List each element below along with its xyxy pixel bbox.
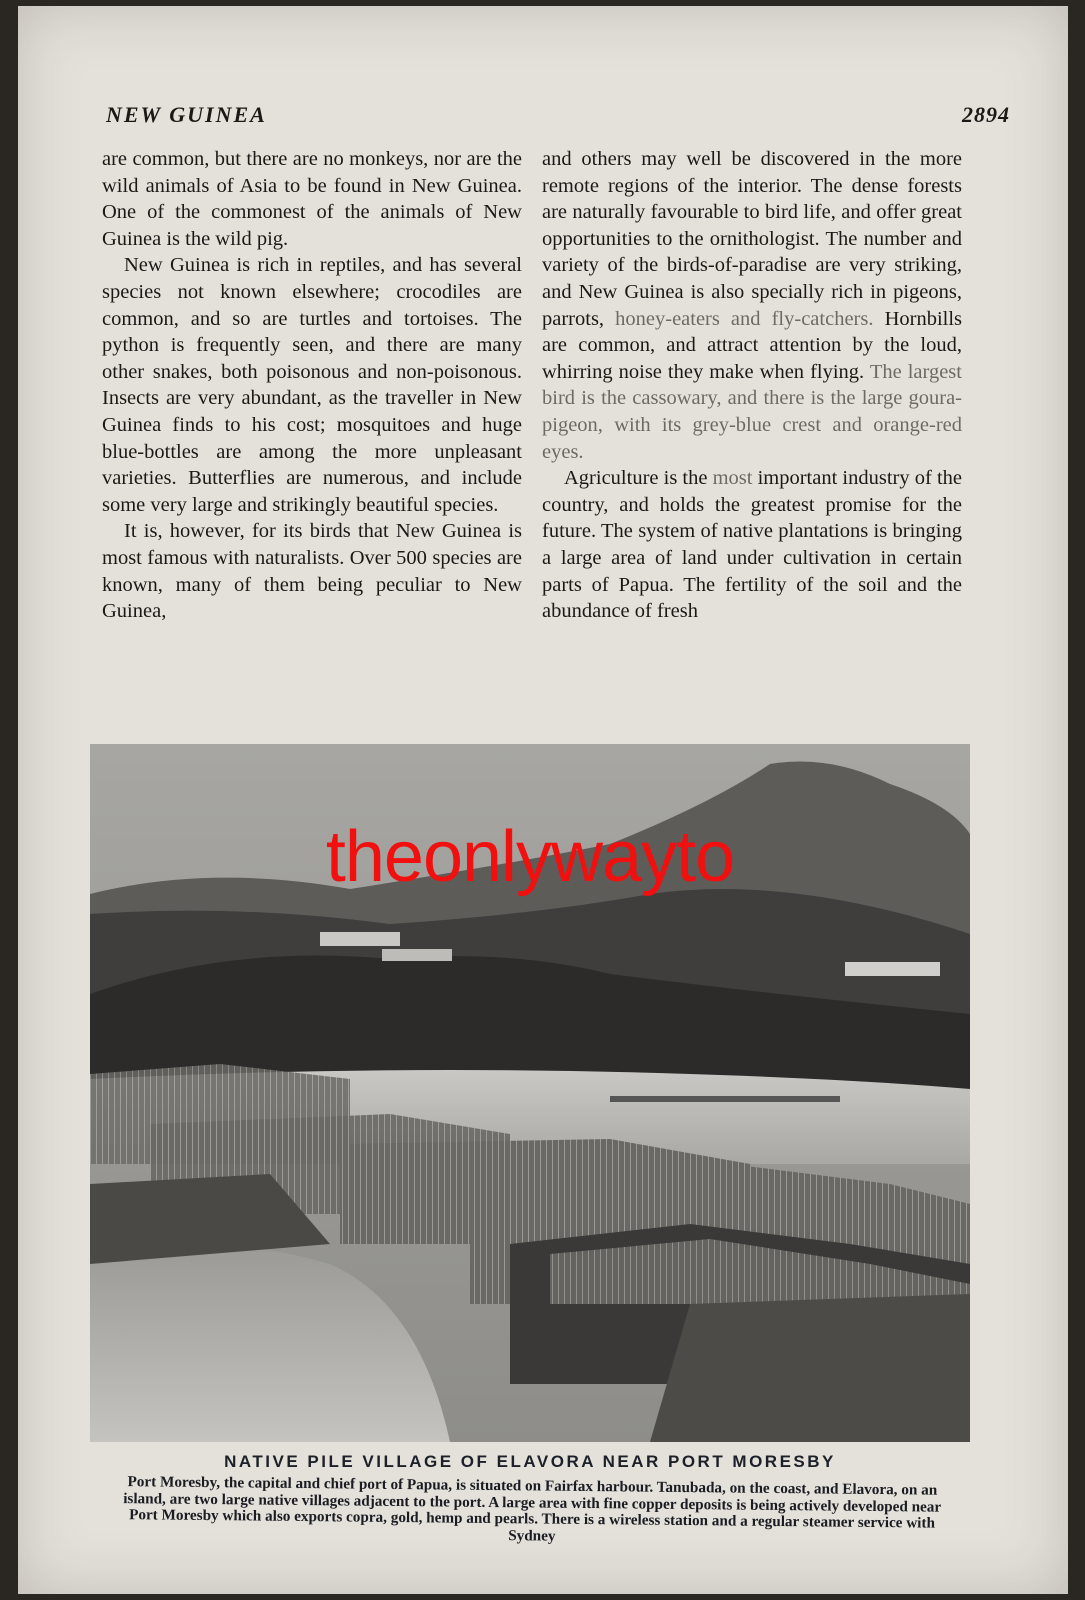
right-paragraph-1 bbox=[542, 146, 962, 465]
right-paragraph-2-part-b: most bbox=[712, 467, 753, 490]
right-paragraph-2 bbox=[542, 465, 962, 625]
right-paragraph-1-part-d: The largest bird is the cassowary, and there is the large goura-pigeon, with its grey-blue crest and orange-red eyes. bbox=[542, 360, 962, 463]
left-paragraph-1: are common, but there are no monkeys, nor are the wild animals of Asia to be found in New Guinea. One of the commonest of the animals of New Guinea is the wild pig. bbox=[102, 148, 522, 250]
left-text-column bbox=[102, 146, 522, 625]
page-number: 2894 bbox=[962, 102, 1010, 127]
caption-text: Port Moresby, the capital and chief port of Papua, is situated on Fairfax harbour. Tanubada, on the coast, and Elavora, on an island, are two large native villages adjacent to the port. A large area with fine copper deposits is being actively developed near Port Moresby which also exports copra, gold, hemp and pearls. There is a wireless station and a regular steamer service with Sydney bbox=[123, 1473, 942, 1545]
jetty bbox=[610, 1096, 840, 1102]
right-paragraph-1-part-a: and others may well be discovered in the more remote regions of the interior. The dense forests are naturally favourable to bird life, and offer great opportunities to the ornithologist. The number and variety of the birds-of-paradise are very striking, and New Guinea is also specially rich in pigeons, parrots, bbox=[542, 148, 962, 330]
left-paragraph-3: It is, however, for its birds that New Guinea is most famous with naturalists. Over 500 species are known, many of them being peculiar to New Guinea, bbox=[102, 520, 522, 623]
watermark-text: theonlywayto bbox=[325, 817, 735, 897]
distant-building bbox=[845, 962, 940, 976]
left-paragraph-2: New Guinea is rich in reptiles, and has several species not known elsewhere; crocodiles are common, and so are turtles and tortoises. The python is frequently seen, and there are many other snakes, both poisonous and non-poisonous. Insects are very abundant, as the traveller in New Guinea finds to his cost; mosquitoes and huge blue-bottles are among the more unpleasant varieties. Butterflies are numerous, and include some very large and strikingly beautiful species. bbox=[102, 254, 522, 516]
village-photograph bbox=[90, 744, 970, 1442]
hilltop-building bbox=[320, 932, 400, 946]
right-paragraph-2-part-c: important industry of the country, and holds the greatest promise for the future. The system of native plantations is bringing a large area of land under cultivation in certain parts of Papua. The fertility of the soil and the abundance of fresh bbox=[542, 467, 962, 623]
right-paragraph-1-part-b: honey-eaters and fly-catchers. bbox=[615, 307, 874, 330]
right-paragraph-1-part-c: Hornbills are common, and attract attention by the loud, whirring noise they make when flying. bbox=[542, 307, 963, 383]
caption-title: NATIVE PILE VILLAGE OF ELAVORA NEAR PORT MORESBY bbox=[224, 1452, 836, 1471]
right-paragraph-2-part-a: Agriculture is the bbox=[564, 467, 708, 490]
right-text-column bbox=[542, 146, 962, 625]
page-header bbox=[106, 102, 1010, 136]
running-title: NEW GUINEA bbox=[106, 102, 267, 127]
hillside-house bbox=[382, 949, 452, 961]
